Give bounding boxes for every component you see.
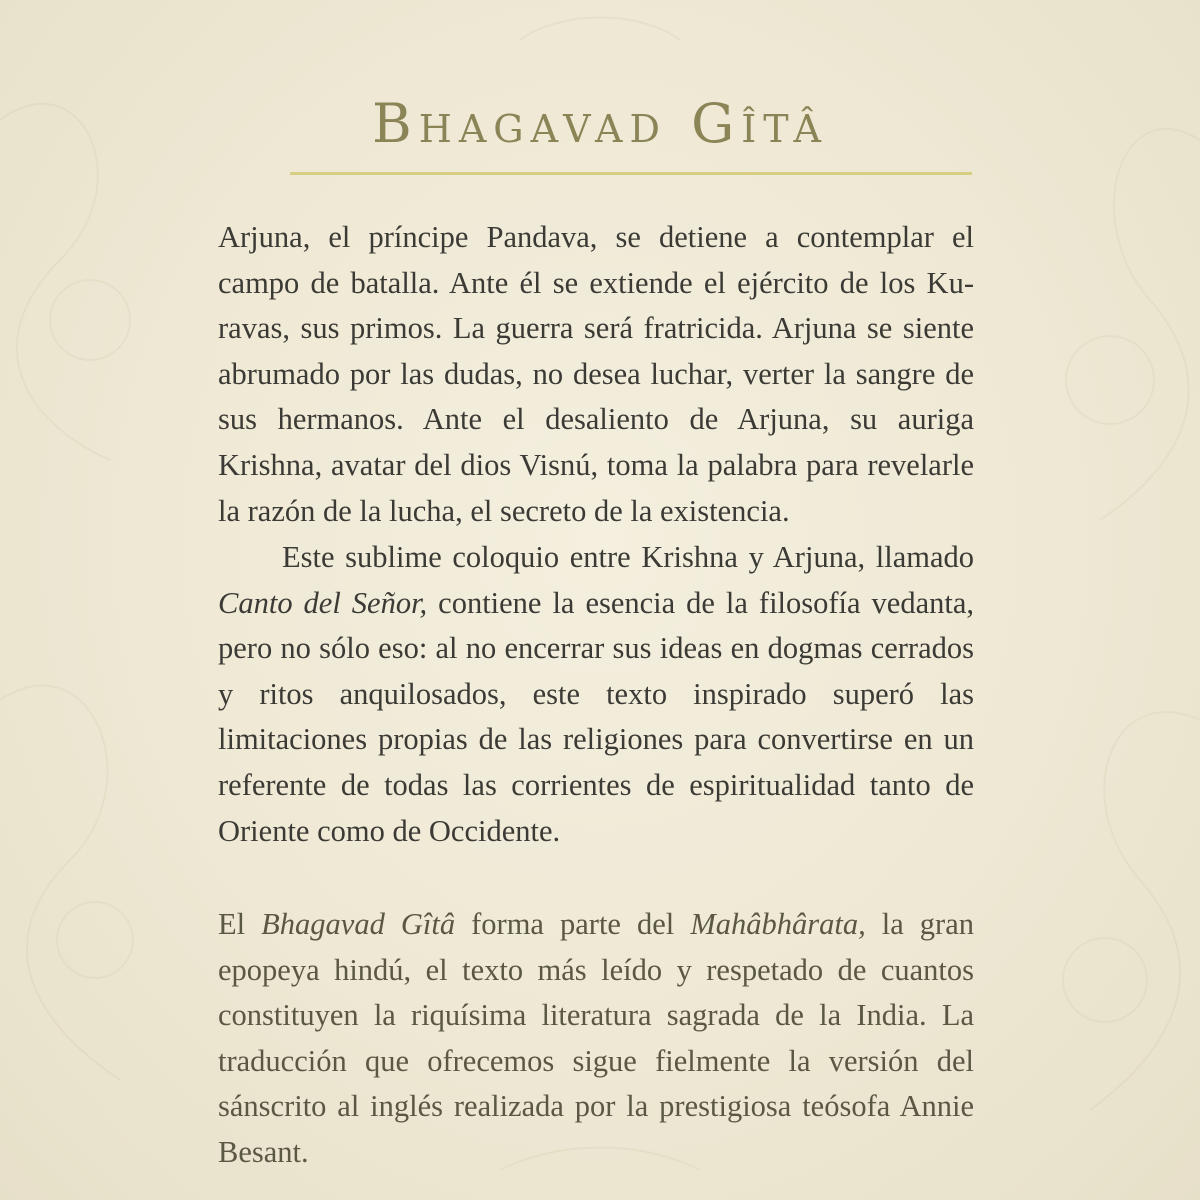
synopsis-paragraph-1: Arjuna, el príncipe Pandava, se detiene a contemplar el campo de batalla. Ante él se extiende el ejército de los Kuravas, sus primos. La guerra será fratricida. Arjuna se siente abrumado por las dudas, no desea luchar, verter la sangre de sus hermanos. Ante el desaliento de Arjuna, su auriga Krishna, avatar del dios Visnú, toma la palabra para revelarle la razón de la lucha, el secreto de la existencia. xyxy=(218,220,974,528)
paragraph-3-italic-mahabharata: Mahâbhârata, xyxy=(690,907,866,941)
title-divider xyxy=(290,172,972,175)
paragraph-3-text-b: forma parte del xyxy=(455,907,691,941)
paragraph-2-italic-title: Canto del Señor, xyxy=(218,585,428,620)
paragraph-2-text-b: contiene la esencia de la filosofía vedanta, pero no sólo eso: al no encerrar sus ideas en dogmas cerrados y ritos anquilosados, este texto inspirado superó las limitaciones propias de las religiones para convertirse en un referente de todas las corrientes de espiritualidad tanto de Oriente como de Occidente. xyxy=(218,585,974,848)
paragraph-3-text-a: El xyxy=(218,907,262,941)
book-title: Bhagavad Gîtâ xyxy=(372,92,828,155)
synopsis-paragraph-3 xyxy=(218,902,974,1176)
paragraph-3-italic-bhagavad: Bhagavad Gîtâ xyxy=(261,907,456,941)
paragraph-2-text-a: Este sublime coloquio entre Krishna y Arjuna, llamado xyxy=(282,540,974,574)
paragraph-3-text-c: la gran epopeya hindú, el texto más leído y respetado de cuantos constituyen la riquísima literatura sagrada de la India. La traducción que ofrecemos sigue fielmente la versión del sánscrito al inglés realizada por la prestigiosa teósofa Annie Besant. xyxy=(218,907,974,1169)
synopsis-paragraph-2 xyxy=(218,535,974,854)
